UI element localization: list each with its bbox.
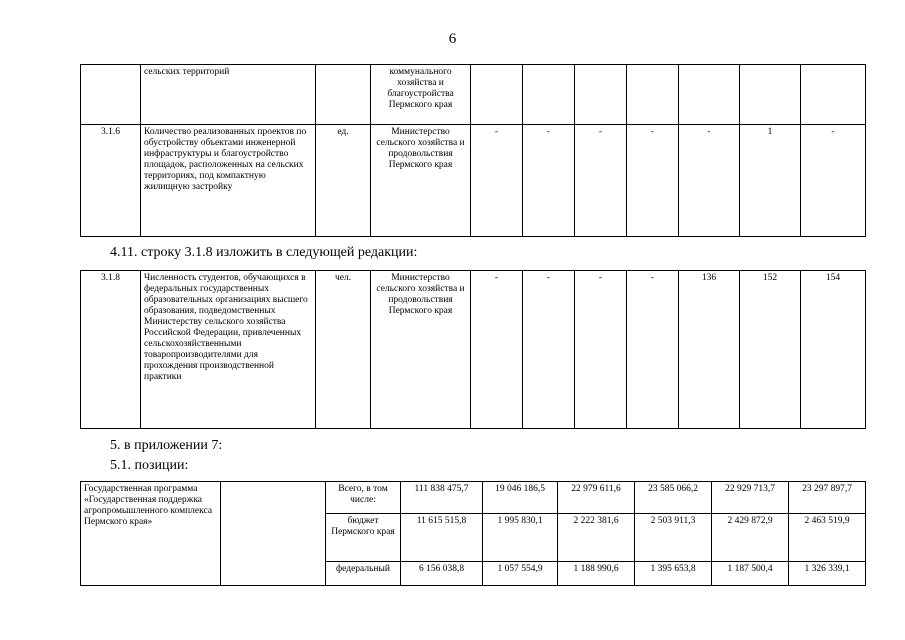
amount-cell: 1 187 500,4 — [712, 562, 789, 586]
amount-cell: 22 929 713,7 — [712, 482, 789, 514]
amount-cell: 2 222 381,6 — [558, 514, 635, 562]
amount-cell: 1 326 339,1 — [789, 562, 866, 586]
value-cell — [471, 65, 523, 125]
page-number: 6 — [448, 31, 457, 47]
value-cell — [627, 65, 679, 125]
agency-cell: Министерство сельского хозяйства и продовольствия Пермского края — [371, 125, 471, 237]
amount-cell: 22 979 611,6 — [558, 482, 635, 514]
amount-cell: 111 838 475,7 — [401, 482, 483, 514]
value-cell: - — [627, 271, 679, 429]
section-heading-4-11: 4.11. строку 3.1.8 изложить в следующей редакции: — [110, 245, 418, 260]
value-cell — [740, 65, 801, 125]
amount-cell: 2 463 519,9 — [789, 514, 866, 562]
amount-cell: 2 503 911,3 — [635, 514, 712, 562]
value-cell: 154 — [801, 271, 866, 429]
amount-cell: 23 297 897,7 — [789, 482, 866, 514]
table-row — [81, 482, 866, 514]
empty-cell — [221, 482, 326, 586]
indicators-table-row-3-1-8 — [80, 270, 866, 429]
unit-cell: ед. — [316, 125, 371, 237]
table-row — [81, 125, 866, 237]
row-number: 3.1.6 — [81, 125, 141, 237]
value-cell: - — [627, 125, 679, 237]
funding-label: федеральный — [326, 562, 401, 586]
indicator-name: Количество реализованных проектов по обустройству объектами инженерной инфраструктуры и благоустройство площадок, расположенных на сельских территориях, под компактную жилищную застройку — [141, 125, 316, 237]
indicator-name: Численность студентов, обучающихся в федеральных государственных образовательных организациях высшего образования, подведомственных Министерству сельского хозяйства Российской Федерации, привлеченных сельскохозяйственными товаропроизводителями для прохождения производственной практики — [141, 271, 316, 429]
value-cell: - — [523, 271, 575, 429]
value-cell: 152 — [740, 271, 801, 429]
agency-cell: коммунального хозяйства и благоустройства Пермского края — [371, 65, 471, 125]
row-number: 3.1.8 — [81, 271, 141, 429]
unit-cell — [316, 65, 371, 125]
amount-cell: 1 188 990,6 — [558, 562, 635, 586]
value-cell: 1 — [740, 125, 801, 237]
amount-cell: 11 615 515,8 — [401, 514, 483, 562]
amount-cell: 23 585 066,2 — [635, 482, 712, 514]
amount-cell: 1 057 554,9 — [483, 562, 558, 586]
value-cell: - — [575, 271, 627, 429]
section-heading-5: 5. в приложении 7: — [110, 438, 223, 453]
amount-cell: 19 046 186,5 — [483, 482, 558, 514]
value-cell — [679, 65, 740, 125]
value-cell — [801, 65, 866, 125]
indicators-table-top — [80, 64, 866, 237]
value-cell: - — [471, 271, 523, 429]
value-cell: - — [523, 125, 575, 237]
table-row — [81, 271, 866, 429]
agency-cell: Министерство сельского хозяйства и продовольствия Пермского края — [371, 271, 471, 429]
amount-cell: 1 395 653,8 — [635, 562, 712, 586]
amount-cell: 1 995 830,1 — [483, 514, 558, 562]
section-heading-5-1: 5.1. позиции: — [110, 458, 189, 473]
row-number — [81, 65, 141, 125]
indicator-name: сельских территорий — [141, 65, 316, 125]
funding-label: Всего, в том числе: — [326, 482, 401, 514]
funding-label: бюджет Пермского края — [326, 514, 401, 562]
financing-table — [80, 481, 866, 586]
amount-cell: 6 156 038,8 — [401, 562, 483, 586]
value-cell — [575, 65, 627, 125]
value-cell: - — [575, 125, 627, 237]
value-cell: - — [471, 125, 523, 237]
table-row — [81, 65, 866, 125]
amount-cell: 2 429 872,9 — [712, 514, 789, 562]
value-cell: - — [679, 125, 740, 237]
value-cell: - — [801, 125, 866, 237]
value-cell — [523, 65, 575, 125]
program-name: Государственная программа «Государственная поддержка агропромышленного комплекса Пермского края» — [81, 482, 221, 586]
unit-cell: чел. — [316, 271, 371, 429]
value-cell: 136 — [679, 271, 740, 429]
